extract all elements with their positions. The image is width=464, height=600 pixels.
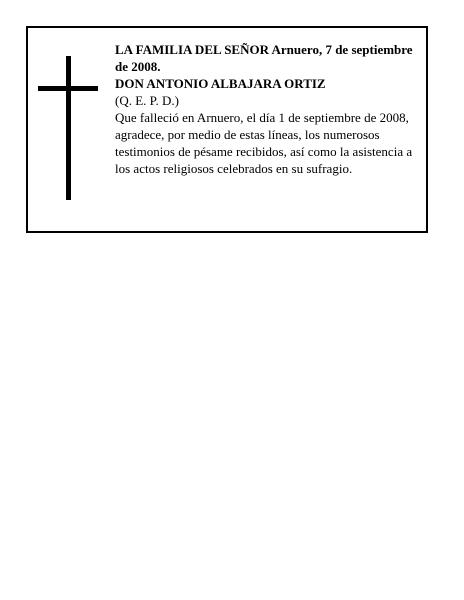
obituary-notice bbox=[26, 26, 428, 233]
latin-cross-icon bbox=[38, 56, 98, 200]
qepd-label: (Q. E. P. D.) bbox=[115, 93, 179, 108]
notice-heading: LA FAMILIA DEL SEÑOR Arnuero, 7 de septiembre de 2008. bbox=[115, 42, 413, 74]
cross-horizontal-bar bbox=[38, 86, 98, 91]
notice-text bbox=[115, 41, 423, 177]
deceased-name: DON ANTONIO ALBAJARA ORTIZ bbox=[115, 76, 326, 91]
notice-body: Que falleció en Arnuero, el día 1 de septiembre de 2008, agradece, por medio de estas líneas, los numerosos testimonios de pésame recibidos, así como la asistencia a los actos religiosos celebrados en su sufragio. bbox=[115, 110, 413, 176]
cross-vertical-bar bbox=[66, 56, 71, 200]
